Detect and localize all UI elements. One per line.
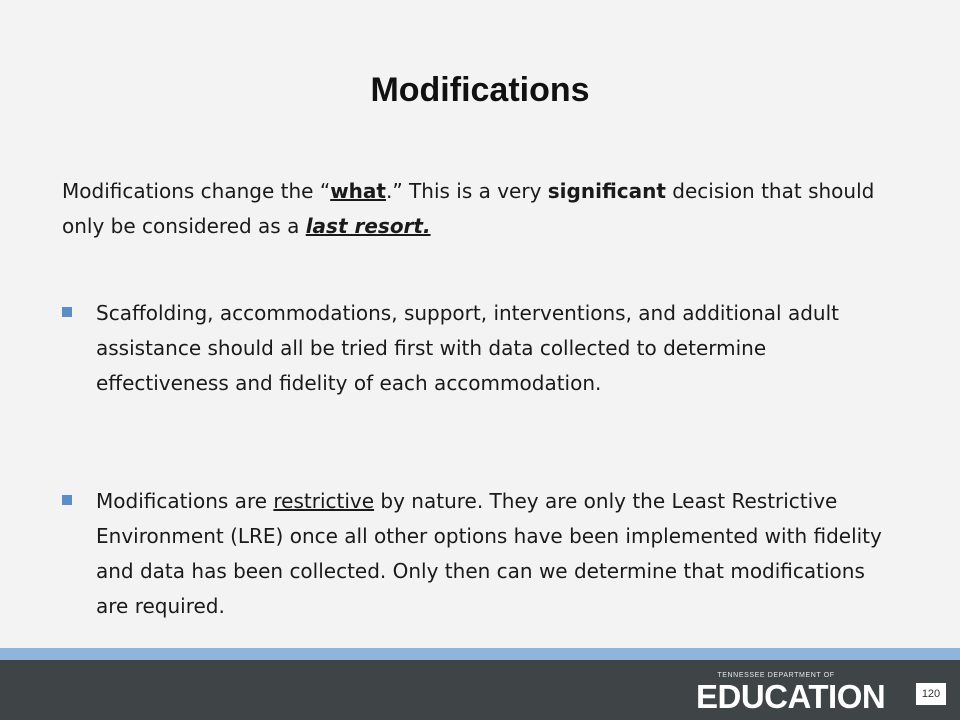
square-bullet-icon (62, 495, 72, 505)
logo-department-text: TENNESSEE DEPARTMENT OF (717, 672, 835, 679)
intro-text-2: .” This is a very (385, 179, 548, 203)
bullet-text (96, 484, 892, 624)
bullet-item-restrictive (62, 484, 892, 624)
bullet-text-2: by nature. They are only the Least Restrictive Environment (LRE) once all other options have been implemented with fidelity and data has been collected. Only then can we determine that modifications are required. (96, 489, 882, 618)
significant-emphasis: significant (547, 179, 666, 203)
bullet-text: Scaffolding, accommodations, support, interventions, and additional adult assistance should all be tried first with data collected to determine effectiveness and fidelity of each accommodation. (96, 301, 839, 395)
restrictive-emphasis: restrictive (273, 489, 375, 513)
square-bullet-icon (62, 307, 72, 317)
last-resort-emphasis: last resort. (305, 214, 431, 238)
bullet-item-scaffolding (62, 296, 892, 436)
page-number: 120 (916, 683, 946, 705)
logo-education-text: EDUCATION (696, 678, 886, 715)
bullet-text-1: Modifications are (96, 489, 274, 513)
intro-paragraph (62, 174, 892, 244)
intro-text-1: Modifications change the “ (62, 179, 331, 203)
intro-text-3: decision that should only be considered as a (62, 179, 875, 238)
what-emphasis: what (330, 179, 386, 203)
slide-title: Modifications (370, 71, 590, 109)
education-logo (696, 672, 906, 714)
accent-band (0, 648, 960, 660)
